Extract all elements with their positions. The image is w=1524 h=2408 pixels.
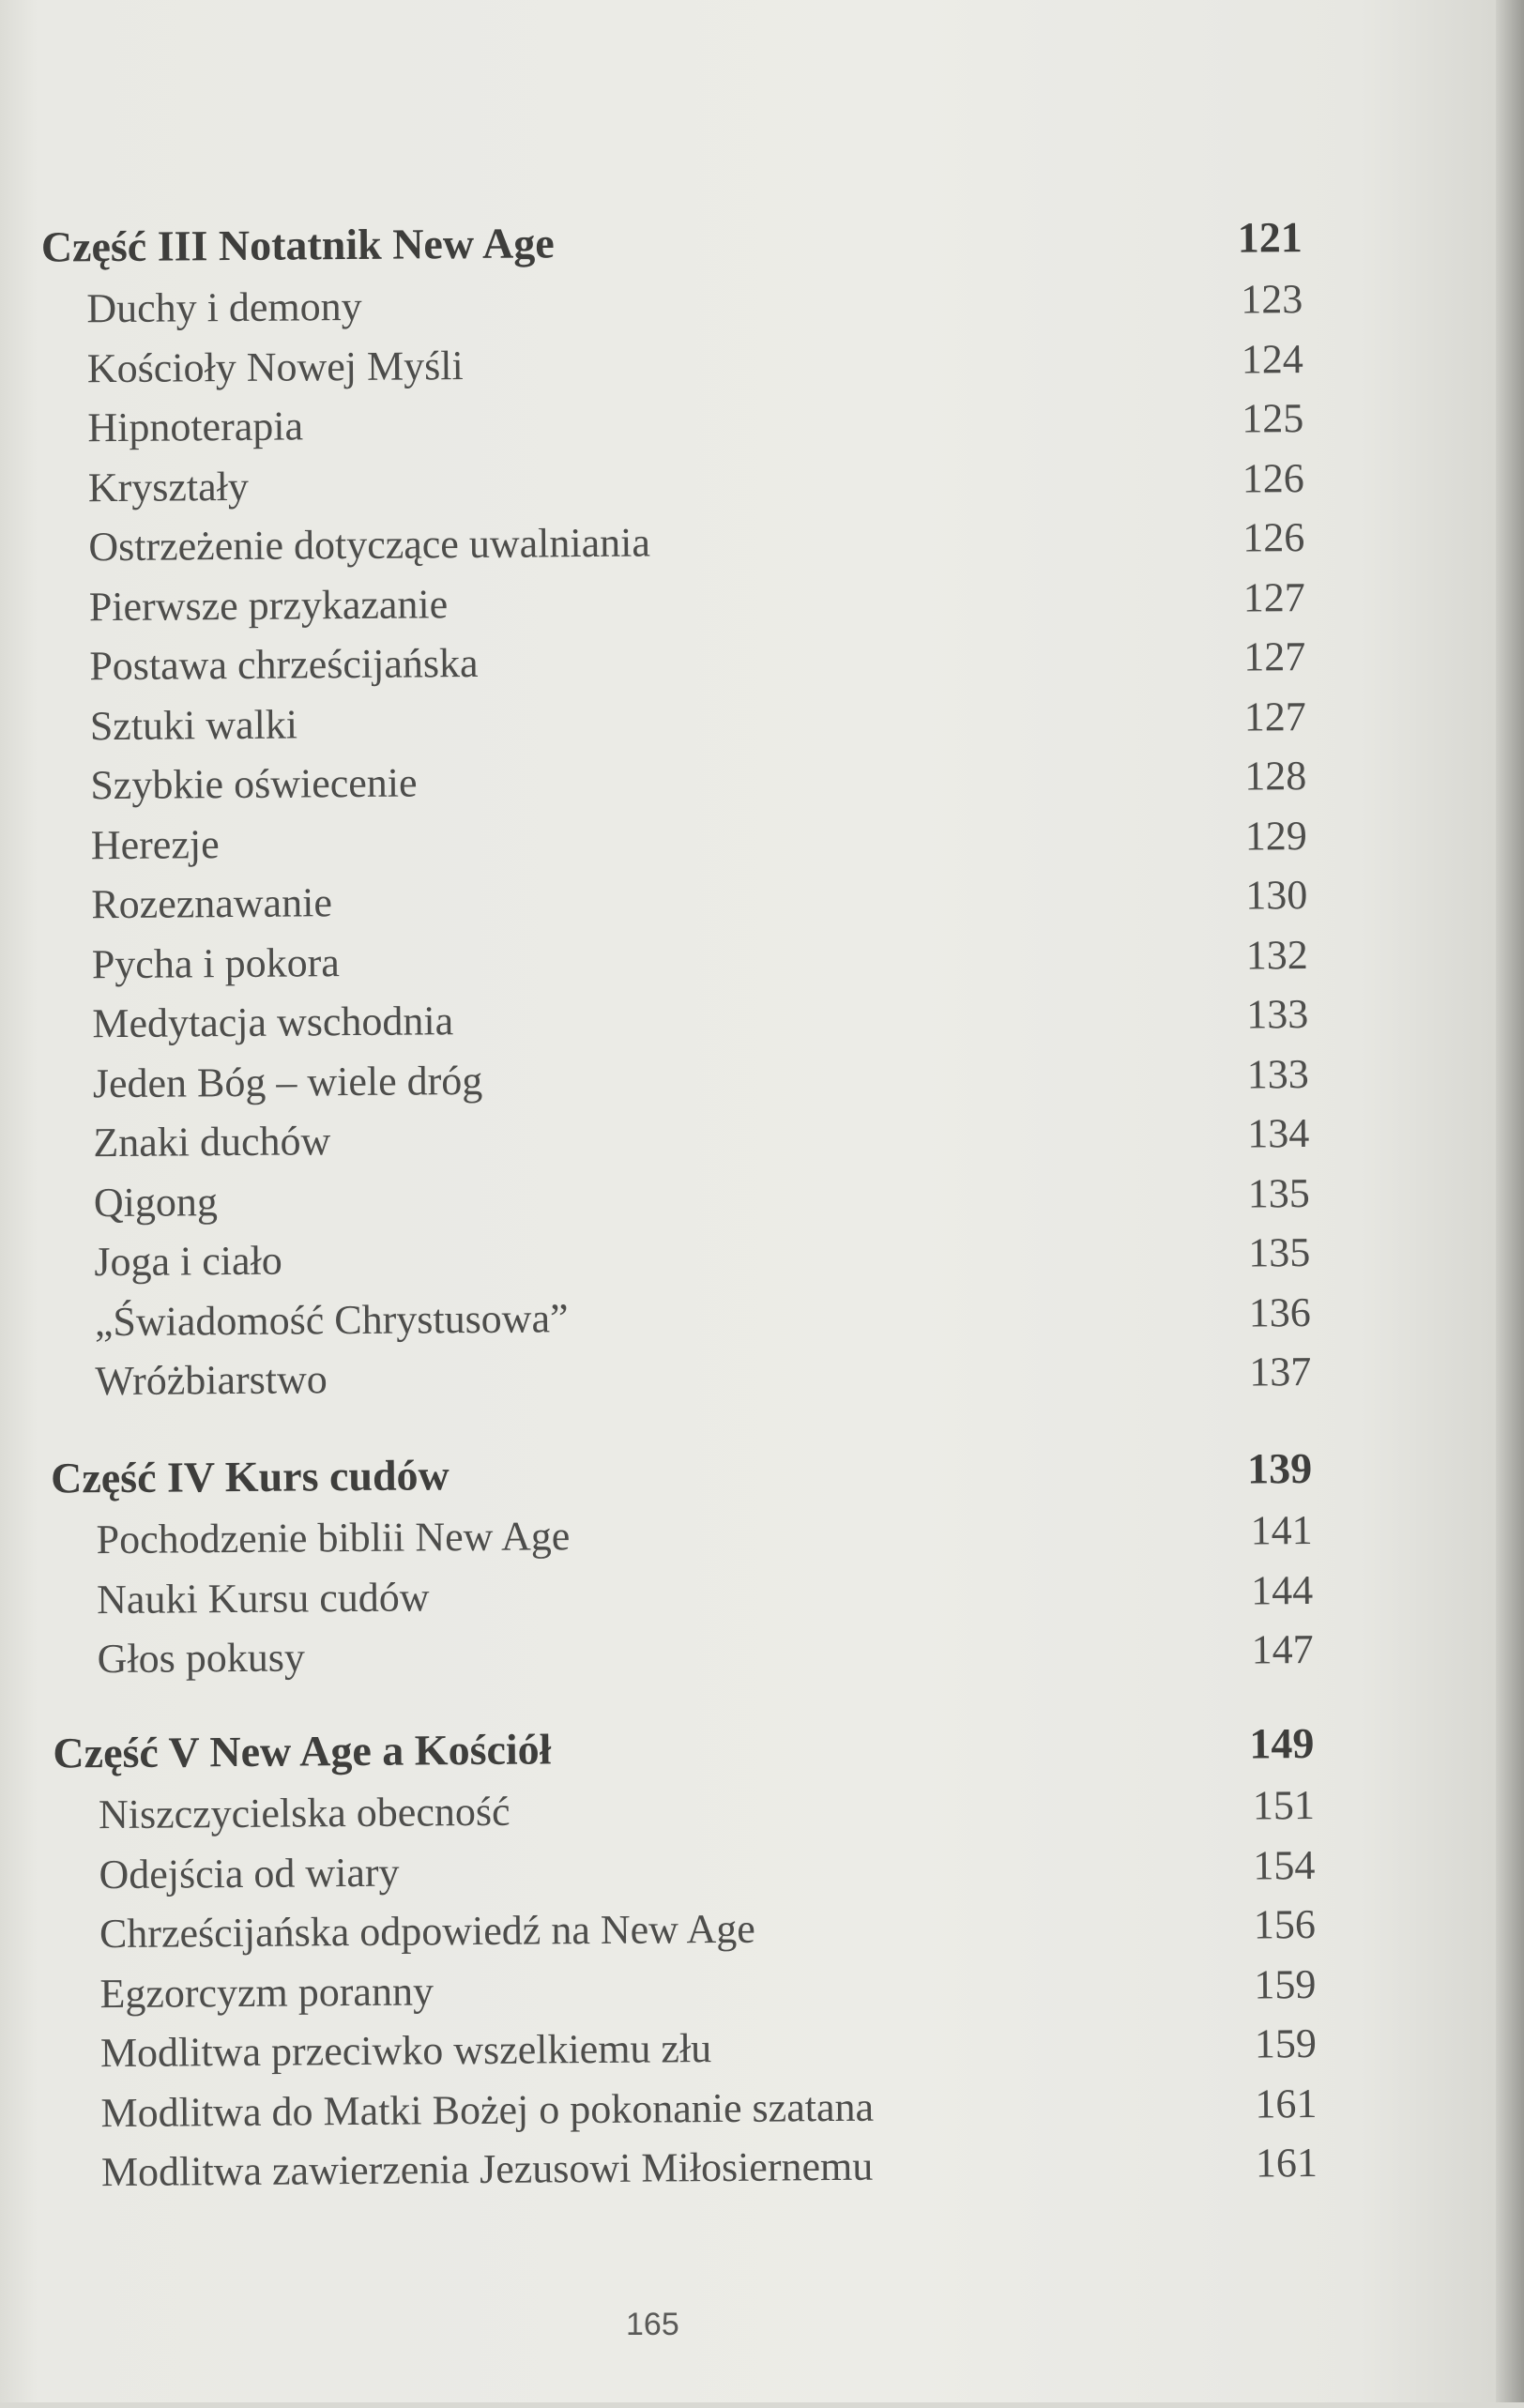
- toc-entry-page-number: 136: [1248, 1288, 1311, 1336]
- page-number: 165: [626, 2307, 679, 2342]
- toc-entry-title: Pochodzenie biblii New Age: [96, 1513, 571, 1563]
- toc-entry-title: Chrześcijańska odpowiedź na New Age: [99, 1905, 756, 1958]
- toc-entry-page-number: 133: [1246, 991, 1309, 1038]
- toc-entry-title: Kryształy: [87, 463, 250, 511]
- toc-part-heading-title: Część V New Age a Kościół: [53, 1725, 552, 1777]
- toc-entry-page-number: 147: [1251, 1625, 1314, 1673]
- toc-entry-title: Pierwsze przykazanie: [88, 580, 449, 630]
- toc-entry: [8, 2133, 1524, 2204]
- toc-entry-page-number: 154: [1253, 1841, 1316, 1889]
- toc-entry-title: Nauki Kursu cudów: [96, 1573, 430, 1623]
- toc-entry-title: Znaki duchów: [93, 1118, 331, 1166]
- toc-entry-page-number: 126: [1242, 454, 1304, 502]
- toc-entry-page-number: 132: [1245, 931, 1308, 979]
- toc-entry-page-number: 144: [1250, 1566, 1314, 1614]
- toc-entry-page-number: 161: [1255, 2139, 1318, 2187]
- toc-entry: [1, 1342, 1524, 1413]
- toc-entry-page-number: 133: [1246, 1050, 1309, 1098]
- toc-entry-page-number: 156: [1253, 1900, 1317, 1948]
- toc-part-heading-title: Część III Notatnik New Age: [40, 219, 555, 271]
- toc-entry-page-number: 135: [1247, 1169, 1310, 1217]
- toc-entry-title: Qigong: [93, 1178, 219, 1226]
- toc-entry-title: Sztuki walki: [89, 700, 298, 749]
- toc-part-5: [4, 1714, 1524, 2204]
- toc-part-heading-page-number: 149: [1249, 1718, 1315, 1768]
- toc-entry-title: Joga i ciało: [94, 1237, 282, 1286]
- toc-entry-page-number: 128: [1244, 753, 1307, 800]
- toc-entry-page-number: 125: [1242, 395, 1304, 442]
- toc-entry-page-number: 151: [1252, 1781, 1316, 1829]
- toc-entry-title: Ostrzeżenie dotyczące uwalniania: [88, 519, 651, 571]
- toc-entry-title: „Świadomość Chrystusowa”: [94, 1294, 569, 1345]
- toc-entry-page-number: 123: [1241, 276, 1303, 323]
- toc-entry-title: Jeden Bóg – wiele dróg: [92, 1057, 483, 1106]
- toc-entry-title: Hipnoterapia: [87, 403, 304, 451]
- toc-part-heading-page-number: 139: [1246, 1443, 1313, 1493]
- toc-entry-page-number: 124: [1241, 335, 1304, 383]
- toc-entry-page-number: 127: [1243, 693, 1306, 740]
- toc-entry-page-number: 129: [1244, 812, 1307, 860]
- toc-entry-page-number: 135: [1248, 1229, 1311, 1276]
- toc-entry-page-number: 127: [1243, 633, 1306, 680]
- toc-entry-title: Modlitwa przeciwko wszelkiemu złu: [99, 2025, 712, 2077]
- toc-entry-title: Modlitwa do Matki Bożej o pokonanie szatana: [100, 2083, 875, 2136]
- toc-entry-title: Postawa chrześcijańska: [89, 639, 479, 690]
- toc-entry-title: Odejścia od wiary: [99, 1849, 400, 1897]
- toc-entry-title: Pycha i pokora: [91, 938, 340, 987]
- toc-entry-title: Szybkie oświecenie: [90, 759, 418, 809]
- toc-entry-title: Rozeznawanie: [91, 879, 333, 928]
- toc-entry-title: Egzorcyzm poranny: [99, 1967, 434, 2017]
- toc-entry-title: Kościoły Nowej Myśli: [86, 342, 464, 391]
- toc-entry-title: Herezje: [90, 820, 220, 868]
- toc-part-heading-page-number: 121: [1237, 213, 1303, 262]
- toc-part-heading: [4, 1714, 1524, 1788]
- toc-entry-title: Wróżbiarstwo: [95, 1356, 328, 1405]
- toc-entry-page-number: 141: [1250, 1506, 1313, 1554]
- toc-entry-page-number: 159: [1254, 2019, 1318, 2067]
- toc-entry-page-number: 161: [1255, 2080, 1318, 2126]
- toc-entry-page-number: 134: [1247, 1110, 1310, 1157]
- toc-entry-title: Medytacja wschodnia: [92, 998, 454, 1047]
- toc-part-3: [0, 207, 1524, 1413]
- toc-entry-title: Głos pokusy: [97, 1634, 306, 1683]
- toc-part-4: [2, 1439, 1524, 1691]
- toc-entry-title: Duchy i demony: [86, 282, 362, 332]
- toc-entry-page-number: 137: [1249, 1349, 1312, 1395]
- toc-part-heading-title: Część IV Kurs cudów: [50, 1451, 450, 1502]
- toc-entry-title: Niszczycielska obecność: [98, 1788, 511, 1838]
- toc-entry-title: Modlitwa zawierzenia Jezusowi Miłosiernemu: [100, 2142, 874, 2196]
- toc-entry-page-number: 126: [1242, 514, 1305, 561]
- toc-entry-page-number: 159: [1254, 1960, 1317, 2007]
- toc-entry: [3, 1620, 1524, 1691]
- toc-entry-page-number: 127: [1242, 573, 1305, 621]
- toc-entry-page-number: 130: [1245, 872, 1308, 919]
